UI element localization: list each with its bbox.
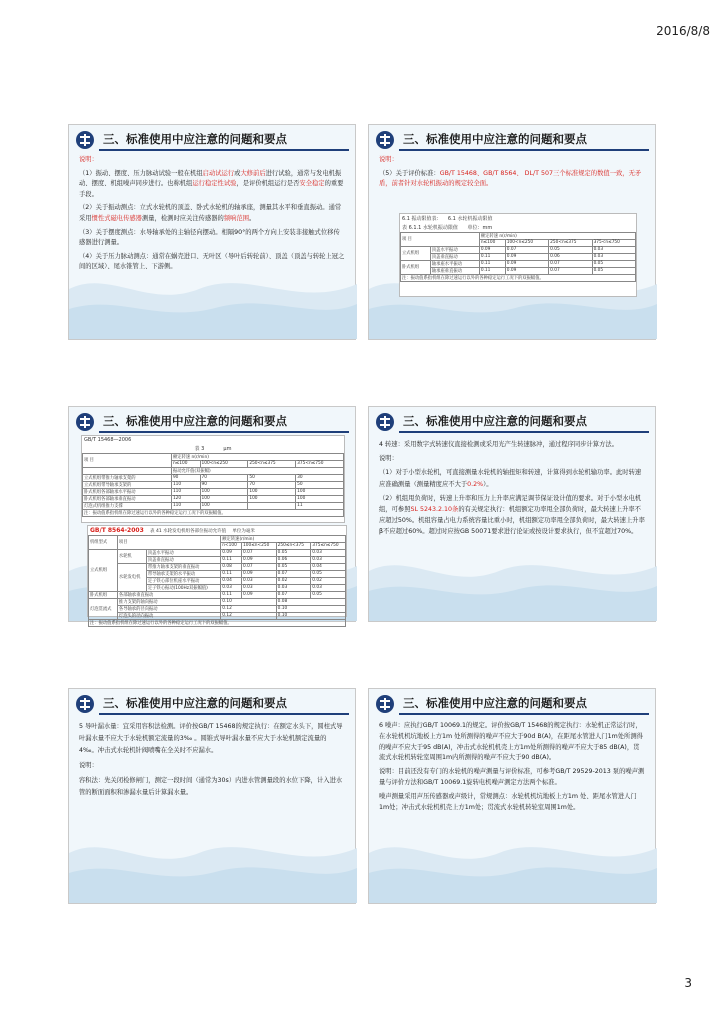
title-rule <box>99 713 349 715</box>
col-label: 100<n≤250 <box>505 240 548 247</box>
table-row: 立式机组带推力轴承支架的 90 70 50 30 <box>83 474 344 481</box>
table-row: 灯泡贯流式 推力支架的轴向振动 0.10 0.08 <box>89 598 346 605</box>
slide-title: 三、标准使用中应注意的问题和要点 <box>103 696 287 710</box>
header-speed: 额定转速 n(r/min) <box>171 454 343 461</box>
sub-header: 振动允许值(双振幅) <box>171 467 343 474</box>
table-row: 卧式机组 各部轴承垂直振动 0.11 0.09 0.07 0.05 <box>89 591 346 598</box>
logo-icon <box>75 130 95 150</box>
paragraph-3: （3）关于摆度测点：水导轴承处的主轴径向摆动。相隔90°的两个方向上安装非接触式位移传感器进行测量。 <box>79 228 340 247</box>
wave-background <box>69 813 357 903</box>
table-code: GB/T 8564-2003 表 41 水轮发电机组各部位振动允许值 单位为毫米 <box>90 527 255 534</box>
paragraph-3: 噪声测量采用声压传感器或声级计，常规测点：水轮机机坑地板上方1m 处、距尾水管进人门1m处；冲击式水轮机机壳上方1m处；贯流式水轮机转轮室周围1m处。 <box>379 792 637 811</box>
gbt8564-table: GB/T 8564-2003 表 41 水轮发电机组各部位振动允许值 单位为毫米 机组型式 项目 额定转速(r/min) n<100 100≤n<250 250≤n<375 375≤n≤750 立式机组 水轮机 顶盖水平振动 0.09 0.07 0.05 0.03 顶盖垂直振动 0.11 0.09 0.06 0.03 水轮发电机 带推力轴承支架的垂直振动 0.08 0.07 0.05 0.04 带导轴承支架的水平振动 0.11 0.09 0.07 0.05 定子铁心部位机座水平振动 0.04 0.03 0.02 0.02 定子铁心振动(100Hz双振幅值) 0.03 0.03 0.03 0.03 卧式机组 各部轴承垂直振动 0.11 0.09 0.07 0.05 灯泡贯流式 推力支架的轴向振动 0.10 0.08 各导轴承的径向振动 0.12 0.10 灯泡头的径向振动 0.12 0.10 注：振动值系指机组在除过速运行以外的各种稳定运行工况下的双振幅值。 <box>87 525 347 617</box>
slide-title: 三、标准使用中应注意的问题和要点 <box>103 132 287 146</box>
slide-body <box>379 721 645 816</box>
paragraph-1: 6 噪声：应执行GB/T 10069.1的规定。评价按GB/T 15468的规定执行：水轮机正常运行时，在水轮机机坑地板上方1m 处所测得的噪声不应大于90d B(A)，在距尾水管进人门1m处所测得的噪声不应大于95 dB(A)，冲击式水轮机机壳上方1m处所测得的噪声不应大于85 dB(A)，贯流式水轮机转轮室周围1m内所测得的噪声不应大于90 dB(A)。 <box>379 722 643 762</box>
note-heading: 说明： <box>379 455 398 463</box>
table-row: 灯泡头的径向振动 0.12 0.10 <box>89 612 346 619</box>
table-subcaption: 表 6.1.1 水轮机振动限值 单位：mm <box>402 225 493 231</box>
vibration-limit-table <box>399 213 637 297</box>
title-rule <box>99 431 349 433</box>
slide-4 <box>368 406 656 622</box>
table-row: 定子铁心振动(100Hz双振幅值) 0.03 0.03 0.03 0.03 <box>89 584 346 591</box>
title-rule <box>99 149 349 151</box>
table-note: 注：振动值系指机组在除过速运行以外的各种稳定运行工况下的双振幅值。 <box>89 619 346 626</box>
table-row: 立式机组 水轮机 顶盖水平振动 0.09 0.07 0.05 0.03 <box>89 549 346 556</box>
note-heading: 说明： <box>379 156 398 163</box>
logo-icon <box>375 694 395 714</box>
table-note: 注：振动值系指机组在除过速运行以外的各种稳定运行工况下的双振幅值。 <box>401 274 636 281</box>
page-number: 3 <box>684 976 692 990</box>
table-caption: 表 3 μm <box>194 446 232 452</box>
table-row: 立式机组带导轴承支架的 110 90 70 50 <box>83 481 344 488</box>
paragraph-2: 容积法：先关闭检修闸门，测定一段时间（通常为30s）内进水管测量段的水位下降，计入进水管的断面面积和渗漏水量后计算漏水量。 <box>79 777 343 796</box>
slide-body <box>379 155 645 193</box>
note-heading: 说明： <box>79 762 98 769</box>
table-caption: 6.1 振动限值表： 6.1 水轮机振动限值 <box>402 216 493 222</box>
table-row: 顶盖垂直振动 0.11 0.09 0.06 0.03 <box>401 253 636 260</box>
slide-3 <box>68 406 356 626</box>
paragraph-3: （2）机组甩负荷时，转速上升率和压力上升率应满足调节保证设计值的要求。对于小型水电机组，可参照SL 5243.2.10条的有关规定执行：机组额定功率甩全部负荷时，最大转速上升率不应超过50%。机组容量占电力系统容量比重小时，机组额定功率甩全部负荷时，最大转速上升率β不应超过60%。超过时应按GB 50071要求进行论证或按设计要求执行，但不宜超过70%。 <box>379 494 645 536</box>
col-label: n≤100 <box>479 240 505 247</box>
gbt15468-table: GB/T 15468—2006 表 3 μm 项 目 额定转速 n(r/min) n≤100 100<n≤250 250<n≤375 375<n≤750 振动允许值(双振幅) 立式机组带推力轴承支架的 90 70 50 30 立式机组带导轴承支架的 110 90 70 50 卧式机组各部轴承水平振动 110 100 100 100 卧式机组各部轴承垂直振动 120 100 100 100 灯泡式机组推力支撑 110 100 11 注：振动值系指机组在除过速运行以外的各种稳定运行工况下的双振幅值。 <box>81 435 345 523</box>
paragraph-2: 说明：目前还没有专门的水轮机的噪声测量与评价标准，可参考GB/T 29529-2013 泵的噪声测量与评价方法和GB/T 10069.1旋转电机噪声测定方法两个标准。 <box>379 768 645 786</box>
paragraph-1: （5）关于评价标准：GB/T 15468、GB/T 8564、 DL/T 507三个标准规定的数值一致，无矛盾，前者针对水轮机振动的规定较全面。 <box>379 169 642 188</box>
header-item: 项 目 <box>83 454 172 468</box>
title-rule <box>399 431 649 433</box>
header-speed: 额定转速 n(r/min) <box>479 233 635 240</box>
slide-title: 三、标准使用中应注意的问题和要点 <box>403 696 587 710</box>
table-row: 卧式机组各部轴承水平振动 110 100 100 100 <box>83 488 344 495</box>
paragraph-1: 5 导叶漏水量：宜采用容积法检测。评价按GB/T 15468的规定执行：在额定水头下，圆柱式导叶漏水量不应大于水轮机额定流量的3‰ 。圆锥式导叶漏水量不应大于水轮机额定流量的4‰。冲击式水轮机针阀喷嘴在全关时不应漏水。 <box>79 723 343 754</box>
table-row: 卧式机组各部轴承垂直振动 120 100 100 100 <box>83 495 344 502</box>
title-rule <box>399 713 649 715</box>
paragraph-4: （4）关于压力脉动测点：通常在蜗壳进口、无叶区（导叶后转轮前）、顶盖（顶盖与转轮上冠之间的区域）、尾水锥管上、下游侧。 <box>79 252 345 271</box>
table-row: 各导轴承的径向振动 0.12 0.10 <box>89 605 346 612</box>
slide-body <box>79 721 345 802</box>
paragraph-1: （1）振动、摆度、压力脉动试验一般在机组启动试运行或大修前后进行试验，通常与发电机振动、摆度、机组噪声同步进行。也称机组运行稳定性试验，是评价机组运行是否安全稳定的重要手段。 <box>79 169 344 198</box>
title-rule <box>399 149 649 151</box>
slide-title: 三、标准使用中应注意的问题和要点 <box>403 414 587 428</box>
logo-icon <box>75 694 95 714</box>
slide-6 <box>368 688 656 904</box>
slide-1 <box>68 124 356 340</box>
paragraph-2: （1）对于小型水轮机，可直接测量水轮机的轴扭矩和转速，计算得到水轮机输功率。此时转速应准确测量（测量精度应不大于0.2%）。 <box>379 469 642 488</box>
logo-icon <box>75 412 95 432</box>
col-label: 250<n≤375 <box>549 240 592 247</box>
table-row: 定子铁心部位机座水平振动 0.04 0.03 0.02 0.02 <box>89 577 346 584</box>
slide-5 <box>68 688 356 904</box>
note-heading: 说明： <box>79 156 98 163</box>
print-date: 2016/8/8 <box>656 24 710 38</box>
logo-icon <box>375 412 395 432</box>
table-row: 顶盖垂直振动 0.11 0.09 0.06 0.03 <box>89 556 346 563</box>
header-item: 项 目 <box>401 233 480 247</box>
table-row: 卧式机组 轴承座水平振动 0.11 0.09 0.07 0.05 <box>401 260 636 267</box>
logo-icon <box>375 130 395 150</box>
table-row: 立式机组 顶盖水平振动 0.09 0.07 0.05 0.03 <box>401 246 636 253</box>
paragraph-1: 4 转速：采用数字式转速仪直接检测或采用光产生转速脉冲，通过程序同步计算方法。 <box>379 441 618 448</box>
table-code: GB/T 15468—2006 <box>84 437 132 443</box>
table-row: 灯泡式机组推力支撑 110 100 11 <box>83 502 344 509</box>
table-note: 注：振动值系指机组在除过速运行以外的各种稳定运行工况下的双振幅值。 <box>83 509 344 516</box>
col-label: 375<n≤750 <box>592 240 635 247</box>
table-row: 轴承座垂直振动 0.11 0.09 0.07 0.05 <box>401 267 636 274</box>
table-row: 带导轴承支架的水平振动 0.11 0.09 0.07 0.05 <box>89 570 346 577</box>
slide-title: 三、标准使用中应注意的问题和要点 <box>403 132 587 146</box>
slide-title: 三、标准使用中应注意的问题和要点 <box>103 414 287 428</box>
table-row: 水轮发电机 带推力轴承支架的垂直振动 0.08 0.07 0.05 0.04 <box>89 563 346 570</box>
wave-background <box>369 813 657 903</box>
slide-2 <box>368 124 656 340</box>
slide-body <box>379 439 645 541</box>
paragraph-2: （2）关于振动测点：立式水轮机的顶盖、卧式水轮机的轴承座，测量其水平和垂直振动。通常采用惯性式磁电传感器测量，检测时应关注传感器的频响范围。 <box>79 204 342 222</box>
slide-body <box>79 155 345 276</box>
wave-background <box>369 531 657 621</box>
